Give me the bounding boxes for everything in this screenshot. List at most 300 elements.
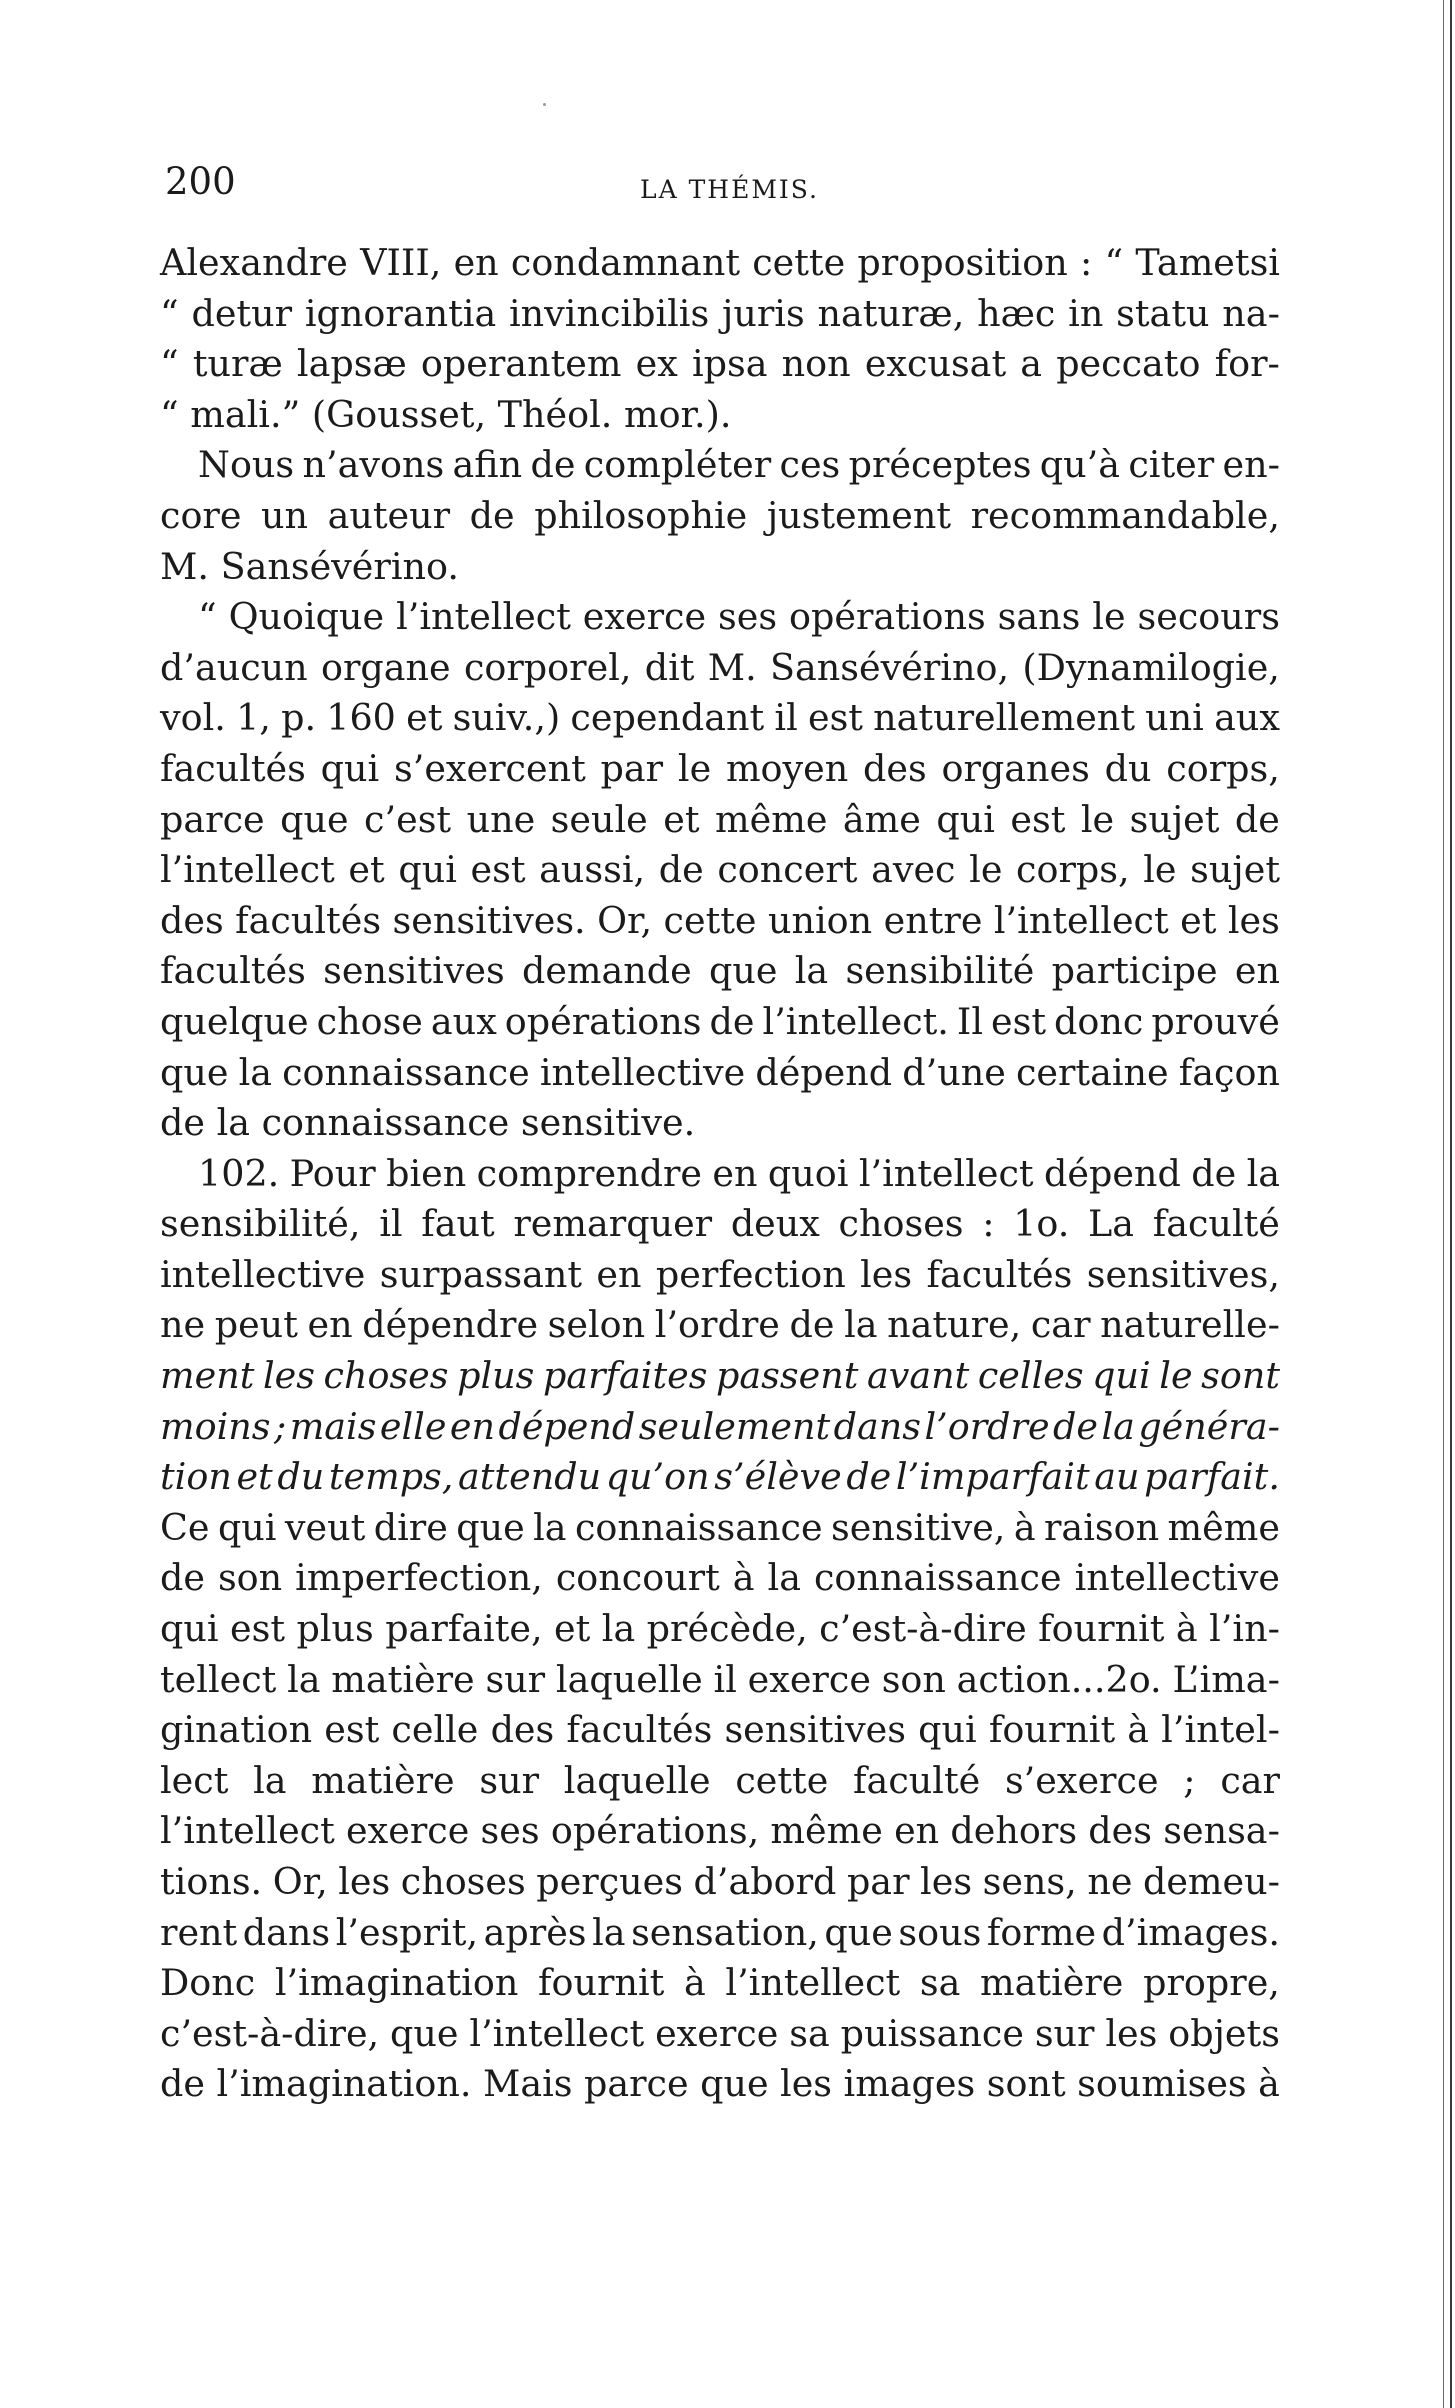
word: certaine bbox=[1015, 1050, 1169, 1094]
text-line bbox=[160, 693, 1280, 744]
word: les bbox=[338, 1860, 391, 1903]
word: faculté bbox=[1152, 1202, 1280, 1246]
word: de bbox=[709, 999, 755, 1043]
word: nature, bbox=[887, 1303, 1022, 1347]
word: proposition bbox=[857, 241, 1068, 284]
word: parce bbox=[160, 797, 265, 841]
word: moins bbox=[160, 1404, 271, 1448]
word: les bbox=[860, 1252, 913, 1296]
text-line: “ mali.” (Gousset, Théol. mor.). bbox=[160, 392, 732, 436]
word: seulement bbox=[638, 1404, 831, 1448]
word: connaissance bbox=[282, 1050, 530, 1094]
text-line bbox=[160, 1958, 1280, 2009]
word: facultés bbox=[160, 746, 306, 790]
word: suiv.,) bbox=[452, 696, 561, 740]
word: facultés bbox=[160, 949, 306, 993]
word: d’une bbox=[902, 1050, 1006, 1094]
word: secours bbox=[1137, 595, 1280, 639]
word: que bbox=[824, 1910, 893, 1954]
word: dépend bbox=[1044, 1151, 1181, 1195]
body-text bbox=[160, 238, 1280, 2110]
word: qui bbox=[1092, 1354, 1151, 1398]
word: tellect bbox=[160, 1657, 277, 1701]
word: demande bbox=[521, 949, 692, 993]
word: corps, bbox=[1016, 848, 1130, 892]
word: “ bbox=[160, 291, 179, 335]
word: qui bbox=[320, 746, 380, 790]
word: et bbox=[554, 1607, 591, 1651]
word: ses bbox=[718, 595, 778, 639]
word: concert bbox=[717, 848, 858, 892]
word: plus bbox=[457, 1354, 535, 1398]
word: Donc bbox=[160, 1961, 256, 2005]
text-line bbox=[160, 1655, 1280, 1706]
word: l’intellect bbox=[469, 2011, 645, 2055]
word: l’imagination. bbox=[216, 2062, 472, 2106]
word: naturæ, bbox=[817, 291, 965, 335]
word: qui bbox=[160, 1607, 219, 1651]
word: s’exerce bbox=[1004, 1758, 1159, 1802]
word: sous bbox=[898, 1910, 982, 1954]
word: à bbox=[1127, 1708, 1150, 1752]
word: la bbox=[767, 1556, 801, 1600]
word: de bbox=[1234, 797, 1280, 841]
word: turæ bbox=[192, 342, 283, 386]
page-number: 200 bbox=[165, 160, 236, 203]
word: Nous bbox=[198, 443, 295, 487]
word: organes bbox=[941, 746, 1090, 790]
word: donc bbox=[1054, 999, 1144, 1043]
text-line bbox=[160, 2059, 1280, 2110]
word: l’imparfait bbox=[895, 1455, 1090, 1499]
word: perfection bbox=[655, 1252, 846, 1296]
word: l’in- bbox=[1209, 1607, 1280, 1651]
word: par bbox=[600, 746, 664, 790]
word: Alexandre bbox=[160, 241, 348, 284]
word: sensitives. bbox=[392, 898, 586, 942]
word: participe bbox=[1051, 949, 1218, 993]
word: des bbox=[160, 898, 224, 942]
word: surpassant bbox=[379, 1252, 583, 1296]
word: car bbox=[1220, 1758, 1280, 1802]
word: sensitives bbox=[724, 1708, 906, 1752]
word: dépend bbox=[498, 1404, 636, 1448]
text-line bbox=[160, 795, 1280, 846]
word: d’abord bbox=[693, 1860, 837, 1903]
word: Quoique bbox=[228, 595, 385, 639]
word: ignorantia bbox=[304, 291, 497, 335]
word: et bbox=[348, 848, 385, 892]
word: “ bbox=[198, 595, 217, 639]
word: ces bbox=[779, 443, 841, 487]
word: que bbox=[700, 2062, 769, 2106]
word: le bbox=[1143, 848, 1177, 892]
word: action...2o. bbox=[956, 1657, 1162, 1701]
text-line bbox=[160, 238, 1280, 289]
word: fournit bbox=[538, 1961, 665, 2005]
word: s’exercent bbox=[393, 746, 586, 790]
word: perçues bbox=[536, 1860, 683, 1903]
word: sensa- bbox=[1163, 1809, 1280, 1853]
word: matière bbox=[980, 1961, 1124, 2005]
word: des bbox=[863, 746, 927, 790]
text-line bbox=[160, 1553, 1280, 1604]
text-line bbox=[160, 744, 1280, 795]
word: la bbox=[601, 1607, 636, 1651]
text-line bbox=[160, 2009, 1280, 2060]
word: : bbox=[982, 1202, 995, 1246]
word: dehors bbox=[950, 1809, 1078, 1853]
text-line bbox=[160, 1857, 1280, 1908]
word: statu bbox=[1116, 291, 1210, 335]
word: moyen bbox=[725, 746, 849, 790]
word: 102. bbox=[198, 1151, 280, 1195]
word: qui bbox=[936, 797, 995, 841]
word: Or, bbox=[597, 898, 653, 942]
word: de bbox=[1191, 1151, 1237, 1195]
word: celles bbox=[977, 1354, 1084, 1398]
word: prouvé bbox=[1151, 999, 1280, 1043]
word: quelque bbox=[160, 999, 309, 1043]
word: en bbox=[894, 1809, 940, 1853]
word: l’intellect bbox=[725, 1961, 901, 2005]
word: parfaites bbox=[542, 1354, 708, 1398]
word: facultés bbox=[926, 1252, 1073, 1296]
word: sur bbox=[1034, 2011, 1095, 2055]
word: il bbox=[774, 696, 798, 740]
word: Ce bbox=[160, 1505, 210, 1549]
text-line bbox=[160, 643, 1280, 694]
word: est bbox=[324, 1708, 380, 1752]
word: fournit bbox=[1038, 1607, 1165, 1651]
word: choses bbox=[323, 1354, 449, 1398]
word: à bbox=[683, 1961, 706, 2005]
word: intellective bbox=[1074, 1556, 1280, 1600]
word: comprendre bbox=[476, 1151, 702, 1195]
word: peccato bbox=[1056, 342, 1201, 386]
word: et bbox=[1180, 898, 1217, 942]
word: sensitives, bbox=[1086, 1252, 1280, 1296]
word: VIII, bbox=[360, 241, 442, 284]
word: choses bbox=[400, 1860, 526, 1903]
word: même bbox=[1167, 1505, 1280, 1549]
word: parfait. bbox=[1144, 1455, 1280, 1499]
word: hæc bbox=[977, 291, 1056, 335]
word: operantem bbox=[420, 342, 622, 386]
word: La bbox=[1088, 1202, 1135, 1246]
word: Pour bbox=[289, 1151, 376, 1195]
text-line bbox=[160, 1250, 1280, 1301]
running-title: LA THÉMIS. bbox=[640, 175, 819, 204]
word: 160 bbox=[326, 696, 396, 740]
word: préceptes bbox=[848, 443, 1032, 487]
word: uni bbox=[1145, 696, 1204, 740]
word: l’intellect bbox=[858, 1151, 1034, 1195]
word: soumises bbox=[1077, 2062, 1247, 2106]
word: que bbox=[709, 949, 778, 993]
word: l’imagination bbox=[274, 1961, 519, 2005]
word: la bbox=[794, 949, 829, 993]
word: sensation, bbox=[631, 1910, 819, 1954]
word: le bbox=[1092, 595, 1126, 639]
word: il bbox=[379, 1202, 403, 1246]
word: (Dynamilogie, bbox=[1022, 645, 1280, 689]
word: l’esprit, bbox=[335, 1910, 479, 1954]
word: de bbox=[846, 1455, 892, 1499]
word: qui bbox=[398, 848, 457, 892]
word: L’ima- bbox=[1172, 1657, 1280, 1701]
word: veut bbox=[284, 1505, 366, 1549]
word: la bbox=[533, 1505, 567, 1549]
word: du bbox=[1104, 746, 1152, 790]
word: au bbox=[1094, 1455, 1140, 1499]
word: dit bbox=[644, 645, 695, 689]
word: quoi bbox=[767, 1151, 849, 1195]
word: bien bbox=[386, 1151, 467, 1195]
word: l’intellect bbox=[396, 595, 571, 639]
word: sont bbox=[986, 2062, 1066, 2106]
word: lect bbox=[160, 1758, 229, 1802]
word: p. bbox=[281, 696, 317, 740]
word: : bbox=[1080, 241, 1093, 284]
word: les bbox=[920, 1860, 973, 1903]
word: exerce bbox=[346, 1809, 470, 1853]
text-line bbox=[160, 1048, 1280, 1099]
word: imperfection, bbox=[295, 1556, 543, 1600]
text-line bbox=[160, 440, 1280, 491]
word: sa bbox=[919, 1961, 961, 2005]
word: avec bbox=[871, 848, 956, 892]
word: celle bbox=[391, 1708, 479, 1752]
word: raison bbox=[1043, 1505, 1160, 1549]
word: précède, bbox=[646, 1607, 808, 1651]
word: exerce bbox=[582, 595, 707, 639]
word: qui bbox=[217, 1505, 277, 1549]
word: l’intellect bbox=[160, 848, 335, 892]
word: juris bbox=[722, 291, 805, 335]
word: plus bbox=[296, 1607, 374, 1651]
word: deux bbox=[730, 1202, 820, 1246]
word: il bbox=[713, 1657, 737, 1701]
word: même bbox=[715, 797, 828, 841]
word: corps, bbox=[1166, 746, 1280, 790]
word: même bbox=[770, 1809, 883, 1853]
word: opérations, bbox=[550, 1809, 760, 1853]
word: une bbox=[466, 797, 536, 841]
word: Sansévérino, bbox=[770, 645, 1010, 689]
word: la bbox=[592, 1910, 626, 1954]
word: la bbox=[287, 1657, 321, 1701]
word: cependant bbox=[570, 696, 765, 740]
word: aux bbox=[430, 999, 497, 1043]
word: l’intel- bbox=[1161, 1708, 1280, 1752]
word: ne bbox=[1087, 1860, 1133, 1903]
word: in bbox=[1068, 291, 1104, 335]
word: intellective bbox=[539, 1050, 746, 1094]
word: seule bbox=[550, 797, 648, 841]
word: que bbox=[160, 1050, 229, 1094]
word: chose bbox=[316, 999, 423, 1043]
word: for- bbox=[1214, 342, 1280, 386]
word: M. bbox=[707, 645, 757, 689]
word: est bbox=[807, 696, 863, 740]
word: facultés bbox=[235, 898, 382, 942]
word: naturelle- bbox=[1100, 1303, 1280, 1347]
text-line bbox=[160, 1351, 1280, 1402]
word: “ bbox=[160, 342, 179, 386]
word: sujet bbox=[1129, 797, 1220, 841]
word: en bbox=[453, 241, 499, 284]
text-line bbox=[160, 592, 1280, 643]
text-line bbox=[160, 1806, 1280, 1857]
word: l’intellect bbox=[160, 1809, 335, 1853]
word: ; bbox=[273, 1404, 287, 1448]
word: dans bbox=[833, 1404, 922, 1448]
word: demeu- bbox=[1142, 1860, 1280, 1903]
word: qu’on bbox=[605, 1455, 710, 1499]
word: afin bbox=[452, 443, 523, 487]
word: l’ordre bbox=[654, 1303, 780, 1347]
word: des bbox=[490, 1708, 555, 1752]
word: et bbox=[236, 1455, 273, 1499]
word: le bbox=[969, 848, 1003, 892]
word: Il bbox=[956, 999, 984, 1043]
word: fournit bbox=[988, 1708, 1116, 1752]
word: gination bbox=[160, 1708, 313, 1752]
word: avant bbox=[866, 1354, 970, 1398]
word: et bbox=[406, 696, 443, 740]
word: corporel, bbox=[463, 645, 632, 689]
word: après bbox=[483, 1910, 587, 1954]
page-edge bbox=[1450, 0, 1452, 2408]
word: ment bbox=[160, 1354, 255, 1398]
word: parce bbox=[583, 2062, 689, 2106]
word: detur bbox=[191, 291, 293, 335]
word: sa bbox=[789, 2011, 830, 2055]
word: c’est-à-dire, bbox=[160, 2011, 380, 2055]
word: l’ordre bbox=[924, 1404, 1050, 1448]
word: de bbox=[469, 493, 515, 537]
word: faculté bbox=[853, 1758, 981, 1802]
word: non bbox=[781, 342, 851, 386]
word: rent bbox=[160, 1910, 238, 1954]
word: sur bbox=[479, 1758, 540, 1802]
word: d’aucun bbox=[160, 645, 308, 689]
word: images bbox=[843, 2062, 976, 2106]
word: le bbox=[1080, 797, 1115, 841]
word: par bbox=[846, 1860, 910, 1903]
word: 1, bbox=[236, 696, 271, 740]
word: naturellement bbox=[873, 696, 1135, 740]
word: sensitive, bbox=[830, 1505, 1006, 1549]
word: sensitives bbox=[323, 949, 505, 993]
text-line bbox=[160, 1199, 1280, 1250]
text-line bbox=[160, 1604, 1280, 1655]
word: tions. bbox=[160, 1860, 263, 1903]
word: propre, bbox=[1143, 1961, 1280, 2005]
word: que bbox=[280, 797, 349, 841]
word: organe bbox=[320, 645, 451, 689]
word: entre bbox=[883, 898, 983, 942]
word: puissance bbox=[840, 2011, 1024, 2055]
word: sujet bbox=[1190, 848, 1280, 892]
word: que bbox=[390, 2011, 459, 2055]
word: est bbox=[230, 1607, 285, 1651]
word: a bbox=[1020, 342, 1043, 386]
word: que bbox=[456, 1505, 525, 1549]
word: Or, bbox=[272, 1860, 328, 1903]
word: Tametsi bbox=[1135, 241, 1280, 284]
word: matière bbox=[331, 1657, 475, 1701]
word: de bbox=[658, 848, 704, 892]
word: un bbox=[261, 493, 309, 537]
word: remarquer bbox=[513, 1202, 713, 1246]
word: de bbox=[789, 1303, 835, 1347]
word: laquelle bbox=[555, 1657, 703, 1701]
text-line: de la connaissance sensitive. bbox=[160, 1101, 696, 1145]
word: en bbox=[596, 1252, 642, 1296]
word: intellective bbox=[160, 1252, 366, 1296]
word: Mais bbox=[482, 2062, 573, 2106]
word: ipsa bbox=[691, 342, 768, 386]
word: parfaite, bbox=[385, 1607, 543, 1651]
text-line bbox=[160, 289, 1280, 340]
word: concourt bbox=[555, 1556, 720, 1600]
word: dépendre bbox=[362, 1303, 539, 1347]
text-line bbox=[160, 1756, 1280, 1807]
word: est bbox=[1010, 797, 1066, 841]
word: attendu bbox=[458, 1455, 602, 1499]
text-line bbox=[160, 845, 1280, 896]
word: tion bbox=[160, 1455, 232, 1499]
word: connaissance bbox=[813, 1556, 1062, 1600]
word: opérations bbox=[504, 999, 702, 1043]
word: la bbox=[253, 1758, 287, 1802]
word: son bbox=[217, 1556, 283, 1600]
text-line bbox=[160, 997, 1280, 1048]
word: est bbox=[991, 999, 1047, 1043]
word: le bbox=[677, 746, 712, 790]
text-line: M. Sansévérino. bbox=[160, 544, 459, 588]
word: aux bbox=[1214, 696, 1280, 740]
word: à bbox=[1175, 1607, 1198, 1651]
word: de bbox=[530, 443, 576, 487]
word: la bbox=[1246, 1151, 1280, 1195]
word: sensibilité, bbox=[160, 1202, 361, 1246]
word: connaissance bbox=[574, 1505, 823, 1549]
word: condamnant bbox=[510, 241, 740, 284]
word: la bbox=[238, 1050, 273, 1094]
word: exerce bbox=[655, 2011, 779, 2055]
scan-speck bbox=[543, 103, 546, 106]
word: du bbox=[277, 1455, 325, 1499]
word: auteur bbox=[327, 493, 451, 537]
word: compléter bbox=[583, 443, 772, 487]
word: en bbox=[307, 1303, 353, 1347]
word: excusat bbox=[864, 342, 1007, 386]
word: de bbox=[160, 2062, 205, 2106]
word: temps, bbox=[328, 1455, 454, 1499]
word: recommandable, bbox=[970, 493, 1280, 537]
word: lapsæ bbox=[296, 342, 407, 386]
word: sensibilité bbox=[845, 949, 1035, 993]
word: sont bbox=[1201, 1354, 1280, 1398]
word: est bbox=[470, 848, 526, 892]
word: sens, bbox=[982, 1860, 1077, 1903]
word: philosophie bbox=[534, 493, 748, 537]
text-line bbox=[160, 896, 1280, 947]
word: l’intellect bbox=[993, 898, 1169, 942]
